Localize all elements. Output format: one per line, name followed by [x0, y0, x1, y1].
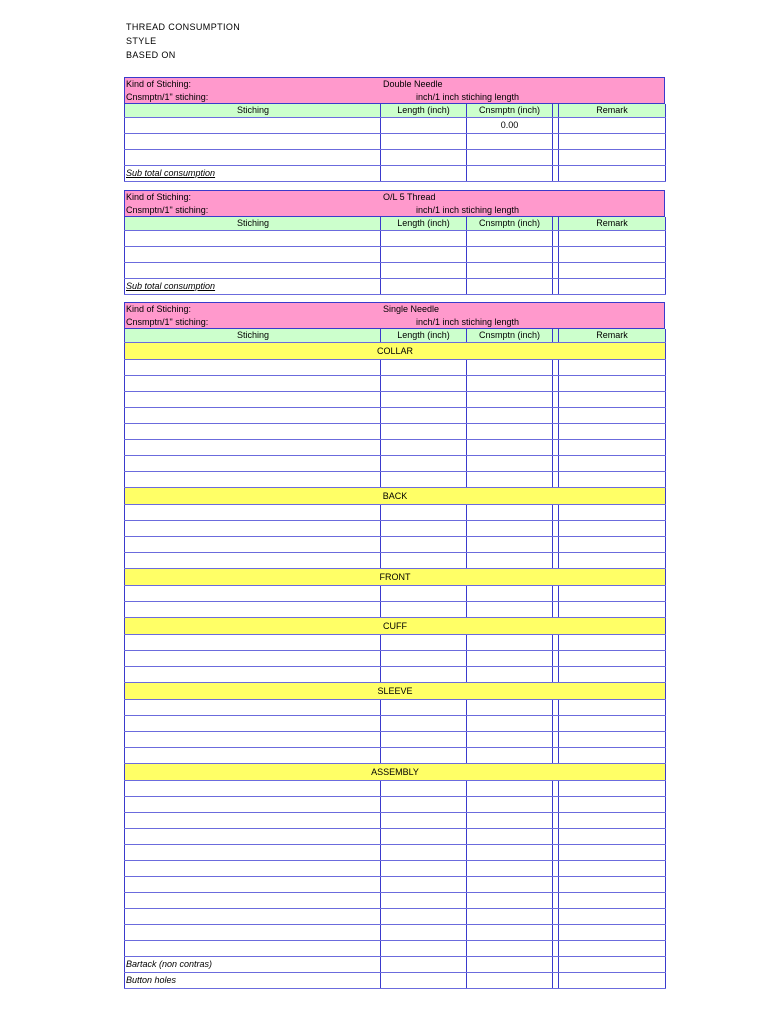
group-band	[125, 487, 666, 504]
kind-label: Kind of Stiching:	[126, 192, 192, 202]
section-ol5-thread	[124, 190, 665, 295]
cell[interactable]	[467, 407, 553, 423]
cell[interactable]	[381, 455, 467, 471]
bartack-row	[125, 956, 666, 972]
table-row	[125, 715, 666, 731]
cell[interactable]	[467, 520, 553, 536]
stitch-table	[124, 217, 666, 295]
cell[interactable]	[467, 471, 553, 487]
cell[interactable]	[381, 747, 467, 763]
cell[interactable]	[467, 812, 553, 828]
cell[interactable]	[467, 715, 553, 731]
cell[interactable]	[467, 796, 553, 812]
cell[interactable]	[381, 117, 467, 133]
cell[interactable]	[559, 699, 666, 715]
cell[interactable]	[467, 892, 553, 908]
cell[interactable]	[467, 375, 553, 391]
cell[interactable]	[381, 230, 467, 246]
cell[interactable]	[125, 375, 381, 391]
cell[interactable]	[467, 972, 553, 988]
cell[interactable]	[125, 796, 381, 812]
cell[interactable]	[125, 117, 381, 133]
cell[interactable]	[125, 552, 381, 568]
cell[interactable]	[125, 650, 381, 666]
cell[interactable]	[381, 423, 467, 439]
group-label: COLLAR	[125, 342, 666, 359]
cell[interactable]	[467, 359, 553, 375]
col-remark: Remark	[559, 217, 666, 230]
cell[interactable]	[559, 747, 666, 763]
cell[interactable]	[125, 634, 381, 650]
cell[interactable]	[467, 391, 553, 407]
cell[interactable]	[467, 133, 553, 149]
cell[interactable]	[559, 262, 666, 278]
cell[interactable]	[125, 780, 381, 796]
col-stiching: Stiching	[125, 104, 381, 117]
cell[interactable]	[559, 471, 666, 487]
group-band	[125, 568, 666, 585]
cell[interactable]	[467, 552, 553, 568]
col-cnsmptn: Cnsmptn (inch)	[467, 329, 553, 342]
cell[interactable]	[381, 699, 467, 715]
style-label: STYLE	[126, 36, 157, 46]
cell[interactable]	[467, 504, 553, 520]
cell[interactable]	[125, 423, 381, 439]
cell[interactable]	[559, 585, 666, 601]
cell[interactable]	[125, 666, 381, 682]
cell[interactable]	[559, 812, 666, 828]
cell[interactable]	[125, 844, 381, 860]
cell[interactable]	[559, 796, 666, 812]
cell[interactable]	[381, 780, 467, 796]
col-cnsmptn: Cnsmptn (inch)	[467, 104, 553, 117]
cell[interactable]	[381, 133, 467, 149]
cell[interactable]	[381, 908, 467, 924]
cell[interactable]	[381, 601, 467, 617]
cell[interactable]	[125, 828, 381, 844]
cell[interactable]	[559, 246, 666, 262]
cell[interactable]	[381, 844, 467, 860]
cell[interactable]	[381, 876, 467, 892]
cell[interactable]	[381, 391, 467, 407]
column-header-row	[125, 217, 666, 230]
kind-value: Double Needle	[383, 79, 443, 89]
cell[interactable]	[125, 391, 381, 407]
cell[interactable]	[125, 149, 381, 165]
cell[interactable]	[559, 149, 666, 165]
cell[interactable]	[467, 246, 553, 262]
cell[interactable]	[559, 278, 666, 294]
cell[interactable]	[125, 504, 381, 520]
cell[interactable]	[381, 246, 467, 262]
stitch-table	[124, 329, 666, 989]
cell[interactable]	[559, 844, 666, 860]
table-row	[125, 699, 666, 715]
cell[interactable]	[467, 230, 553, 246]
col-remark: Remark	[559, 329, 666, 342]
table-row	[125, 552, 666, 568]
cnsmptn-label: Cnsmptn/1" stiching:	[126, 92, 209, 102]
bartack-label: Bartack (non contras)	[125, 956, 381, 972]
cell[interactable]	[467, 666, 553, 682]
cell[interactable]	[559, 892, 666, 908]
group-band	[125, 763, 666, 780]
cell[interactable]	[467, 423, 553, 439]
cell[interactable]	[381, 650, 467, 666]
cell[interactable]	[559, 230, 666, 246]
table-row	[125, 892, 666, 908]
cell[interactable]	[467, 439, 553, 455]
cell[interactable]	[125, 908, 381, 924]
cell[interactable]	[125, 536, 381, 552]
cell[interactable]	[467, 634, 553, 650]
cell[interactable]	[125, 747, 381, 763]
section-header	[124, 190, 665, 217]
cell[interactable]	[559, 780, 666, 796]
cell[interactable]	[381, 552, 467, 568]
table-row	[125, 149, 666, 165]
table-row	[125, 924, 666, 940]
table-row	[125, 908, 666, 924]
cell[interactable]	[381, 715, 467, 731]
table-row	[125, 262, 666, 278]
cell[interactable]	[381, 940, 467, 956]
table-row	[125, 375, 666, 391]
per-inch-label: inch/1 inch stiching length	[416, 205, 520, 215]
subtotal-label: Sub total consumption	[125, 278, 381, 294]
cell[interactable]	[559, 634, 666, 650]
table-row	[125, 246, 666, 262]
cell[interactable]	[467, 780, 553, 796]
cnsmptn-label: Cnsmptn/1" stiching:	[126, 205, 209, 215]
table-row	[125, 666, 666, 682]
cell[interactable]	[381, 828, 467, 844]
cell[interactable]	[467, 699, 553, 715]
cell[interactable]	[559, 423, 666, 439]
cell[interactable]	[467, 149, 553, 165]
cell[interactable]	[125, 812, 381, 828]
table-row	[125, 117, 666, 133]
table-row	[125, 780, 666, 796]
cell[interactable]	[381, 471, 467, 487]
table-row	[125, 940, 666, 956]
table-row	[125, 812, 666, 828]
cell[interactable]	[467, 924, 553, 940]
cell[interactable]	[381, 262, 467, 278]
table-row	[125, 230, 666, 246]
cell[interactable]	[125, 715, 381, 731]
table-row	[125, 828, 666, 844]
cell[interactable]	[467, 876, 553, 892]
cell[interactable]	[125, 585, 381, 601]
table-row	[125, 407, 666, 423]
table-row	[125, 585, 666, 601]
cell[interactable]	[381, 924, 467, 940]
section-single-needle	[124, 302, 665, 989]
table-row	[125, 423, 666, 439]
based-on-label: BASED ON	[126, 50, 176, 60]
col-stiching: Stiching	[125, 329, 381, 342]
table-row	[125, 391, 666, 407]
table-row	[125, 796, 666, 812]
cell[interactable]	[125, 892, 381, 908]
cell[interactable]	[559, 956, 666, 972]
cell[interactable]	[559, 650, 666, 666]
cell[interactable]	[381, 504, 467, 520]
column-header-row	[125, 104, 666, 117]
table-row	[125, 359, 666, 375]
cell[interactable]	[559, 504, 666, 520]
group-label: CUFF	[125, 617, 666, 634]
cell[interactable]	[467, 828, 553, 844]
cell[interactable]	[125, 876, 381, 892]
table-row	[125, 747, 666, 763]
cell[interactable]	[125, 520, 381, 536]
cell[interactable]	[467, 731, 553, 747]
cell[interactable]	[559, 972, 666, 988]
cell[interactable]	[125, 407, 381, 423]
cell[interactable]	[125, 940, 381, 956]
buttonholes-row	[125, 972, 666, 988]
col-length: Length (inch)	[381, 217, 467, 230]
cell[interactable]	[381, 796, 467, 812]
cell[interactable]	[559, 860, 666, 876]
cell[interactable]	[559, 407, 666, 423]
cell[interactable]	[381, 520, 467, 536]
cell[interactable]	[125, 262, 381, 278]
group-label: BACK	[125, 487, 666, 504]
cell[interactable]	[125, 860, 381, 876]
cell[interactable]	[559, 552, 666, 568]
cell[interactable]	[559, 165, 666, 181]
cell[interactable]	[559, 940, 666, 956]
cell[interactable]	[125, 731, 381, 747]
cell[interactable]	[559, 666, 666, 682]
cell[interactable]	[381, 439, 467, 455]
group-band	[125, 342, 666, 359]
stitch-table	[124, 104, 666, 182]
section-double-needle	[124, 77, 665, 182]
group-band	[125, 682, 666, 699]
cell[interactable]	[559, 455, 666, 471]
cell[interactable]	[381, 892, 467, 908]
table-row	[125, 471, 666, 487]
table-row	[125, 876, 666, 892]
cell[interactable]	[125, 230, 381, 246]
kind-label: Kind of Stiching:	[126, 79, 192, 89]
cell[interactable]	[381, 359, 467, 375]
table-row	[125, 133, 666, 149]
table-row	[125, 650, 666, 666]
table-row	[125, 844, 666, 860]
cell[interactable]	[559, 924, 666, 940]
group-label: FRONT	[125, 568, 666, 585]
cell[interactable]	[559, 876, 666, 892]
section-header	[124, 77, 665, 104]
cell[interactable]	[381, 407, 467, 423]
cell[interactable]	[381, 585, 467, 601]
cell[interactable]	[467, 908, 553, 924]
col-stiching: Stiching	[125, 217, 381, 230]
cell[interactable]	[381, 375, 467, 391]
table-row	[125, 860, 666, 876]
table-row	[125, 601, 666, 617]
cell[interactable]	[559, 439, 666, 455]
table-row	[125, 439, 666, 455]
group-label: ASSEMBLY	[125, 763, 666, 780]
table-row	[125, 536, 666, 552]
cell[interactable]	[381, 812, 467, 828]
cell[interactable]	[467, 844, 553, 860]
col-cnsmptn: Cnsmptn (inch)	[467, 217, 553, 230]
kind-label: Kind of Stiching:	[126, 304, 192, 314]
cell[interactable]	[467, 455, 553, 471]
cell[interactable]	[381, 634, 467, 650]
cell[interactable]	[125, 924, 381, 940]
cell[interactable]	[467, 262, 553, 278]
cell[interactable]	[559, 359, 666, 375]
table-row	[125, 634, 666, 650]
table-row	[125, 455, 666, 471]
column-header-row	[125, 329, 666, 342]
subtotal-label: Sub total consumption	[125, 165, 381, 181]
cell[interactable]	[467, 165, 553, 181]
col-remark: Remark	[559, 104, 666, 117]
cell[interactable]	[125, 246, 381, 262]
cell[interactable]	[559, 601, 666, 617]
per-inch-label: inch/1 inch stiching length	[416, 92, 520, 102]
cell[interactable]	[559, 536, 666, 552]
cell[interactable]	[559, 731, 666, 747]
cell[interactable]	[125, 439, 381, 455]
group-band	[125, 617, 666, 634]
cell[interactable]	[381, 165, 467, 181]
cell[interactable]	[467, 278, 553, 294]
cell[interactable]	[125, 359, 381, 375]
cell[interactable]	[559, 908, 666, 924]
subtotal-row	[125, 278, 666, 294]
cell[interactable]	[559, 375, 666, 391]
kind-value: Single Needle	[383, 304, 440, 314]
col-length: Length (inch)	[381, 104, 467, 117]
cell[interactable]	[467, 601, 553, 617]
cell[interactable]	[467, 940, 553, 956]
cell[interactable]	[381, 956, 467, 972]
kind-value: O/L 5 Thread	[383, 192, 436, 202]
cell[interactable]	[559, 391, 666, 407]
cell[interactable]	[125, 455, 381, 471]
cell[interactable]	[467, 860, 553, 876]
cell[interactable]	[381, 731, 467, 747]
table-row	[125, 731, 666, 747]
cell[interactable]	[381, 536, 467, 552]
cell[interactable]	[125, 133, 381, 149]
col-length: Length (inch)	[381, 329, 467, 342]
cell[interactable]	[125, 601, 381, 617]
cell[interactable]	[381, 972, 467, 988]
doc-title: THREAD CONSUMPTION	[126, 22, 241, 32]
cell[interactable]	[381, 278, 467, 294]
cell[interactable]	[125, 699, 381, 715]
cell[interactable]	[559, 520, 666, 536]
cell[interactable]	[559, 715, 666, 731]
cell[interactable]	[467, 536, 553, 552]
cell[interactable]	[381, 860, 467, 876]
subtotal-row	[125, 165, 666, 181]
per-inch-label: inch/1 inch stiching length	[416, 317, 520, 327]
cell[interactable]	[381, 149, 467, 165]
cell[interactable]	[559, 828, 666, 844]
buttonholes-label: Button holes	[125, 972, 381, 988]
cell[interactable]	[381, 666, 467, 682]
cnsmptn-label: Cnsmptn/1" stiching:	[126, 317, 209, 327]
table-row	[125, 520, 666, 536]
cell[interactable]	[467, 650, 553, 666]
cell[interactable]	[125, 471, 381, 487]
cell[interactable]	[467, 585, 553, 601]
cell[interactable]	[559, 133, 666, 149]
cell[interactable]	[467, 956, 553, 972]
table-row	[125, 504, 666, 520]
cell[interactable]	[467, 747, 553, 763]
cell[interactable]: 0.00	[467, 117, 553, 133]
cell[interactable]	[559, 117, 666, 133]
group-label: SLEEVE	[125, 682, 666, 699]
section-header	[124, 302, 665, 329]
